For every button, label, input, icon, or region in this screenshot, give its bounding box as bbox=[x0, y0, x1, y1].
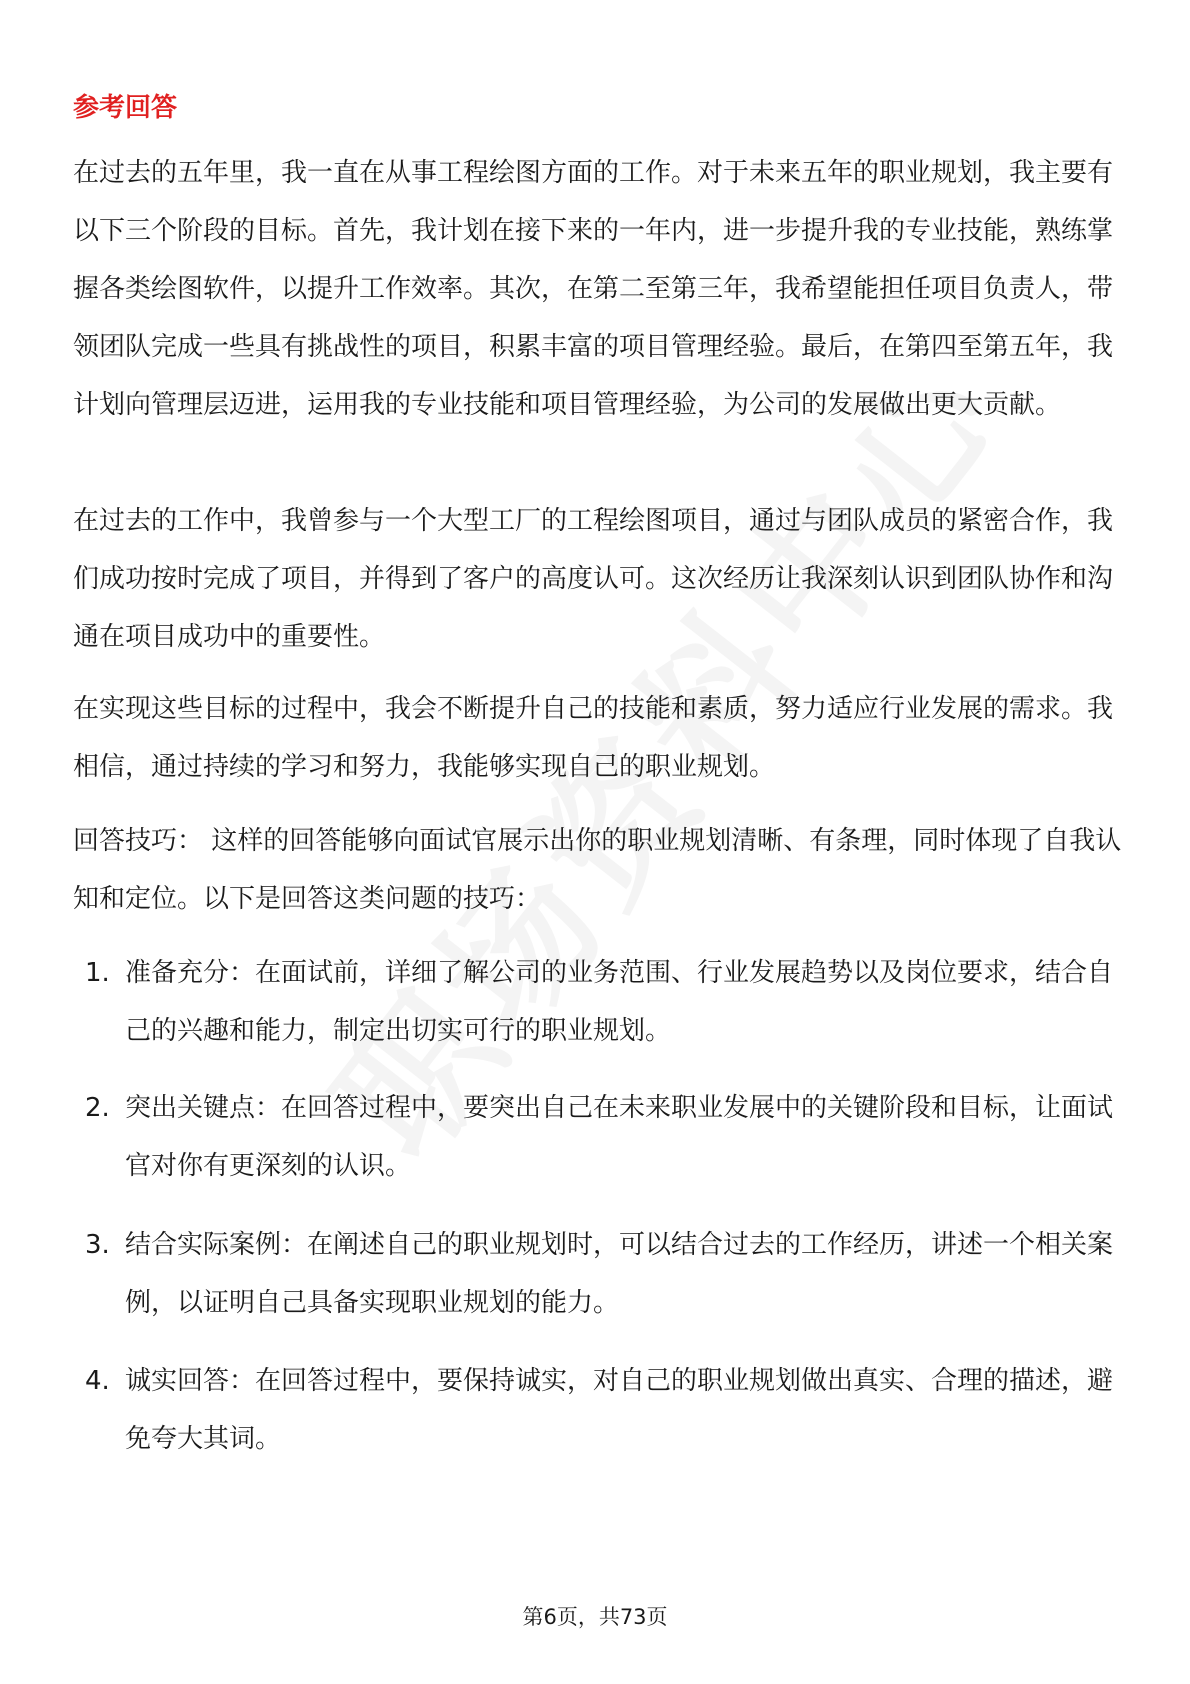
list-item bbox=[85, 944, 1125, 1060]
paragraph-commitment: 在实现这些目标的过程中，我会不断提升自己的技能和素质，努力适应行业发展的需求。我相信，通过持续的学习和努力，我能够实现自己的职业规划。 bbox=[73, 694, 1114, 782]
paragraph-career-plan: 在过去的五年里，我一直在从事工程绘图方面的工作。对于未来五年的职业规划，我主要有以下三个阶段的目标。首先，我计划在接下来的一年内，进一步提升我的专业技能，熟练掌握各类绘图软件，以提升工作效率。其次，在第二至第三年，我希望能担任项目负责人，带领团队完成一些具有挑战性的项目，积累丰富的项目管理经验。最后，在第四至第五年，我计划向管理层迈进，运用我的专业技能和项目管理经验，为公司的发展做出更大贡献。 bbox=[73, 158, 1114, 420]
section-heading: 参考回答 bbox=[73, 93, 178, 123]
list-item-number: 1. bbox=[85, 958, 110, 988]
list-item bbox=[85, 1216, 1125, 1332]
paragraph-past-experience: 在过去的工作中，我曾参与一个大型工厂的工程绘图项目，通过与团队成员的紧密合作，我们成功按时完成了项目，并得到了客户的高度认可。这次经历让我深刻认识到团队协作和沟通在项目成功中的重要性。 bbox=[73, 506, 1114, 652]
list-item-text: 突出关键点：在回答过程中，要突出自己在未来职业发展中的关键阶段和目标，让面试官对你有更深刻的认识。 bbox=[125, 1093, 1114, 1181]
list-item-number: 3. bbox=[85, 1230, 110, 1260]
list-item-text: 诚实回答：在回答过程中，要保持诚实，对自己的职业规划做出真实、合理的描述，避免夸大其词。 bbox=[125, 1366, 1114, 1454]
list-item bbox=[85, 1079, 1125, 1195]
list-item-number: 2. bbox=[85, 1093, 110, 1123]
paragraph-answer-tips-intro: 回答技巧： 这样的回答能够向面试官展示出你的职业规划清晰、有条理，同时体现了自我认知和定位。以下是回答这类问题的技巧： bbox=[73, 826, 1122, 914]
page-number-footer: 第6页，共73页 bbox=[522, 1605, 668, 1629]
list-item bbox=[85, 1352, 1125, 1468]
list-item-number: 4. bbox=[85, 1366, 110, 1396]
list-item-text: 准备充分：在面试前，详细了解公司的业务范围、行业发展趋势以及岗位要求，结合自己的兴趣和能力，制定出切实可行的职业规划。 bbox=[125, 958, 1114, 1046]
list-item-text: 结合实际案例：在阐述自己的职业规划时，可以结合过去的工作经历，讲述一个相关案例，以证明自己具备实现职业规划的能力。 bbox=[125, 1230, 1114, 1318]
